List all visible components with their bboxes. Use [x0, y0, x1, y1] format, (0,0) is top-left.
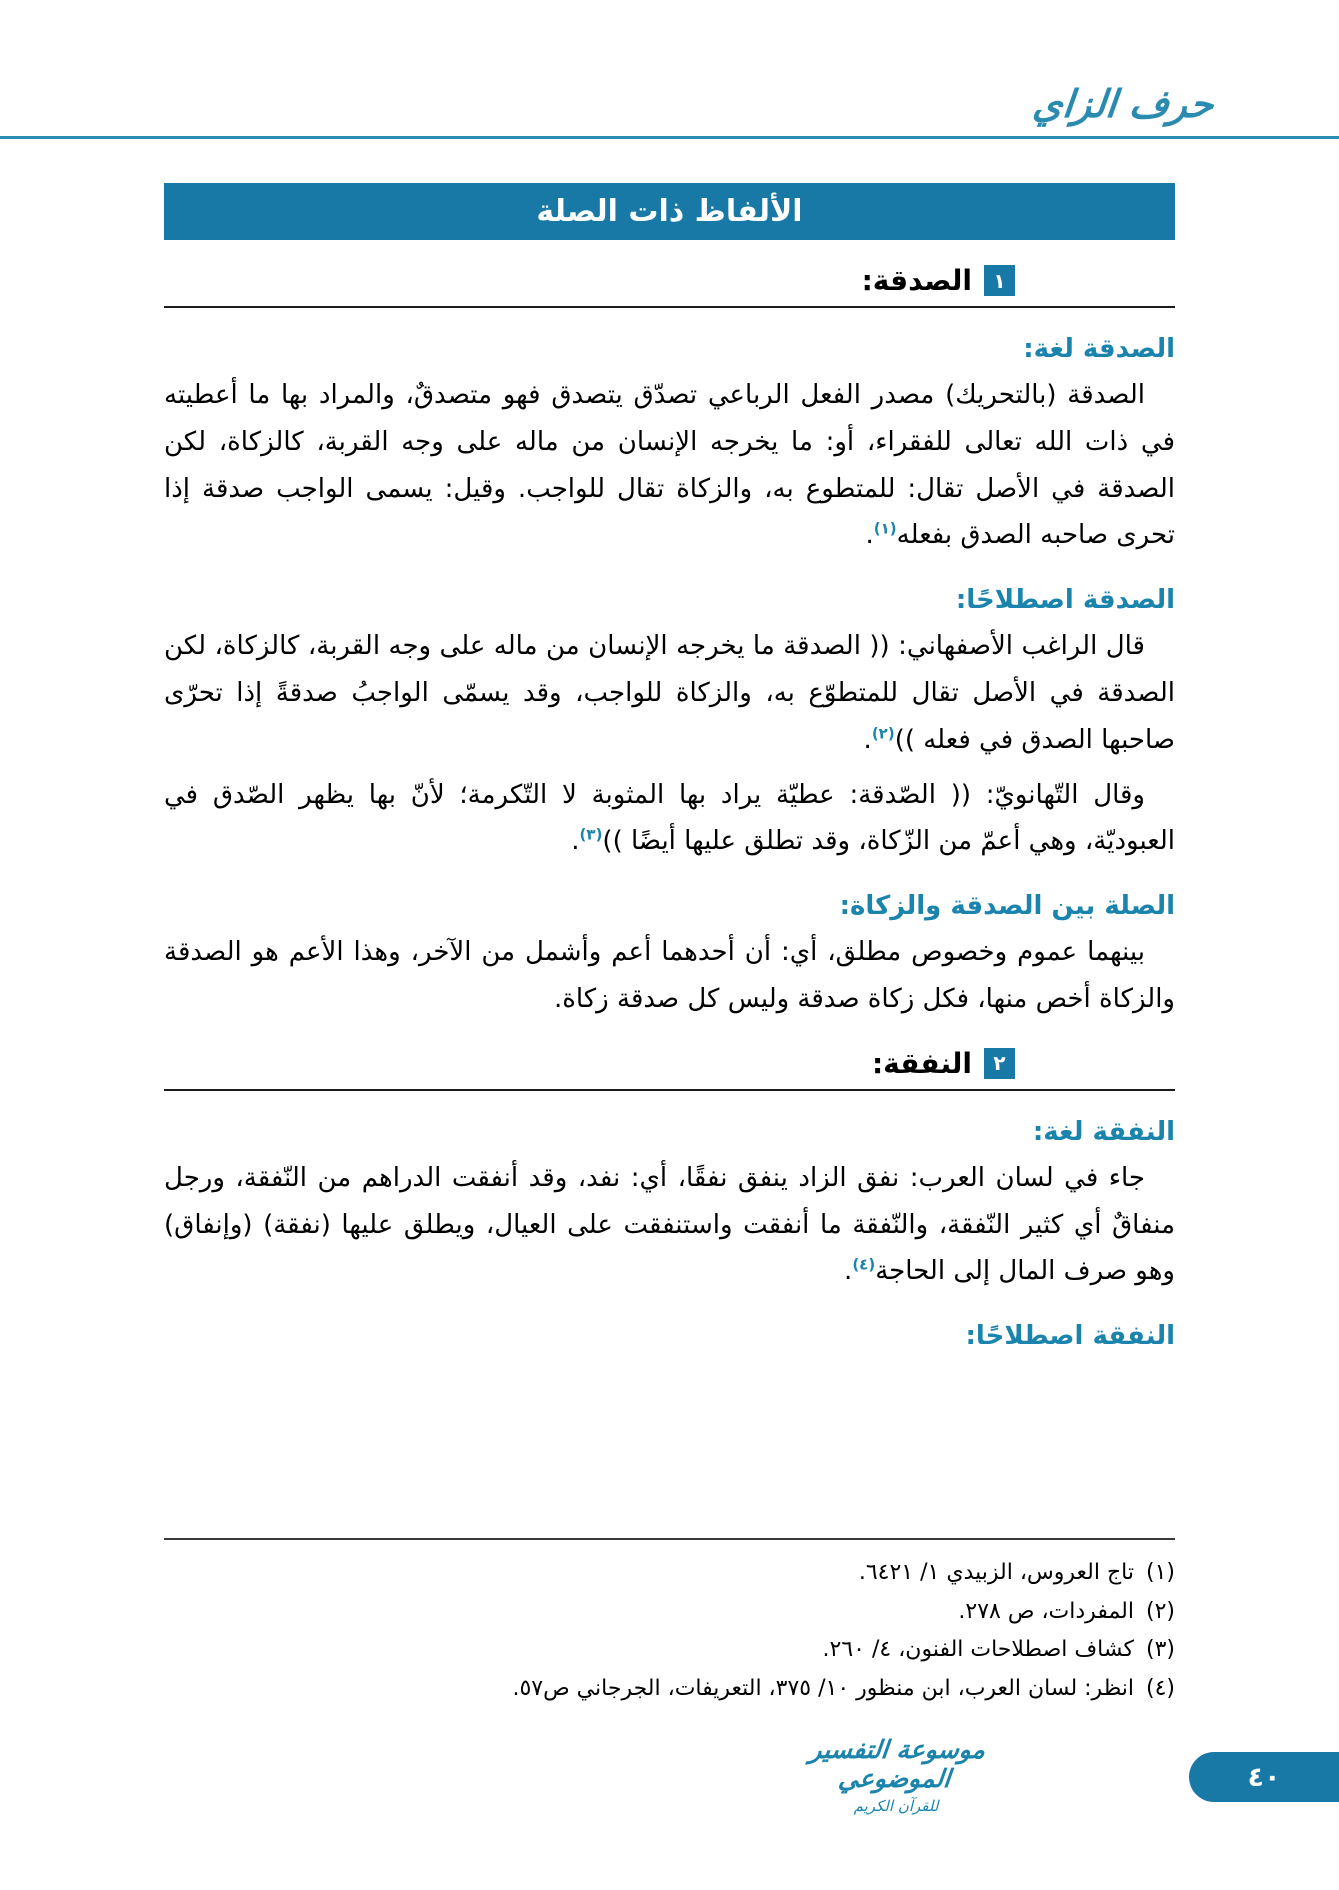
footnotes-block	[164, 1538, 1175, 1708]
subheading-sadaqa-istilah: الصدقة اصطلاحًا:	[955, 585, 1175, 616]
page-number: ٤٠	[1247, 1761, 1281, 1793]
paragraph-tail: .	[863, 724, 872, 755]
publisher-calligraphy-logo	[768, 1735, 1024, 1815]
footnote-ref-3: (٣)	[579, 825, 603, 844]
paragraph-tahanawi-quote	[164, 772, 1175, 866]
footnote-number: (٤)	[1145, 1675, 1175, 1701]
related-terms-banner: الألفاظ ذات الصلة	[164, 183, 1175, 240]
paragraph-text: وقال التّهانويّ: (( الصّدقة: عطيّة يراد بها المثوبة لا التّكرمة؛ لأنّ بها يظهر الصّدق في العبوديّة، وهي أعمّ من الزّكاة، وقد تطلق عليها أيضًا ))	[164, 779, 1175, 857]
footnote-separator	[164, 1538, 1175, 1540]
footnote-ref-1: (١)	[873, 519, 897, 538]
footnote-number: (٣)	[1145, 1637, 1175, 1662]
footnote-item	[164, 1593, 1175, 1632]
footnote-text: المفردات، ص ٢٧٨.	[958, 1598, 1134, 1624]
paragraph-text: الصدقة (بالتحريك) مصدر الفعل الرباعي تصدّق يتصدق فهو متصدقٌ، والمراد بها ما أعطيته في ذات الله تعالى للفقراء، أو: ما يخرجه الإنسان من ماله على وجه القربة، كالزكاة، لكن الصدقة في الأصل تقال: للمتطوع به، والزكاة تقال للواجب. وقيل: يسمى الواجب صدقة إذا تحرى صاحبه الصدق بفعله	[164, 380, 1175, 551]
paragraph-tail: .	[865, 520, 874, 551]
section-divider	[164, 306, 1175, 308]
paragraph-sadaqa-lugha	[164, 372, 1175, 559]
subheading-nafaqa-lugha: النفقة لغة:	[1032, 1116, 1175, 1147]
subheading-nafaqa-istilah: النفقة اصطلاحًا:	[965, 1321, 1175, 1352]
chapter-title-calligraphy: حرف الزاي	[1030, 82, 1216, 126]
content-area	[0, 183, 1339, 1351]
paragraph-text: بينهما عموم وخصوص مطلق، أي: أن أحدهما أعم وأشمل من الآخر، وهذا الأعم هو الصدقة والزكاة أخص منها، فكل زكاة صدقة وليس كل صدقة زكاة.	[164, 937, 1175, 1014]
logo-subtitle-line: للقرآن الكريم	[853, 1797, 939, 1815]
page-number-badge	[1189, 1752, 1339, 1802]
paragraph-nafaqa-lugha	[164, 1155, 1175, 1295]
footnote-number: (١)	[1145, 1560, 1175, 1585]
section-heading-nafaqa	[164, 1047, 1015, 1080]
page-header	[0, 0, 1339, 126]
paragraph-tail: .	[844, 1256, 853, 1287]
section-heading-sadaqa	[164, 264, 1015, 297]
paragraph-text: قال الراغب الأصفهاني: (( الصدقة ما يخرجه الإنسان من ماله على وجه القربة، كالزكاة، لكن الصدقة في الأصل تقال للمتطوّع به، والزكاة للواجب، وقد يسمّى الواجبُ صدقةً إذا تحرّى صاحبها الصدق في فعله ))	[164, 631, 1175, 755]
footnote-item	[164, 1554, 1175, 1593]
footnote-item	[164, 1670, 1175, 1709]
header-divider	[0, 136, 1339, 139]
subheading-sila-sadaqa-zakat: الصلة بين الصدقة والزكاة:	[839, 891, 1175, 922]
paragraph-tail: .	[571, 826, 580, 857]
footnote-ref-2: (٢)	[871, 724, 895, 743]
footnote-text: تاج العروس، الزبيدي ١/ ٦٤٢١.	[858, 1560, 1134, 1585]
footnote-ref-4: (٤)	[852, 1255, 876, 1274]
footnote-item	[164, 1631, 1175, 1670]
section-divider	[164, 1089, 1175, 1091]
footnote-number: (٢)	[1145, 1598, 1175, 1624]
footnote-text: انظر: لسان العرب، ابن منظور ١٠/ ٣٧٥، التعريفات، الجرجاني ص٥٧.	[512, 1675, 1134, 1701]
section-number-badge: ٢	[984, 1048, 1015, 1079]
footnote-text: كشاف اصطلاحات الفنون، ٤/ ٢٦٠.	[822, 1637, 1134, 1662]
paragraph-sila	[164, 929, 1175, 1023]
section-title: النفقة:	[871, 1046, 972, 1080]
section-title: الصدقة:	[861, 264, 972, 297]
paragraph-text: جاء في لسان العرب: نفق الزاد ينفق نفقًا، أي: نفد، وقد أنفقت الدراهم من النّفقة، ورجل منفاقٌ أي كثير النّفقة، والنّفقة ما أنفقت واستنفقت على العيال، ويطلق عليها (نفقة) (وإنفاق) وهو صرف المال إلى الحاجة	[164, 1162, 1175, 1287]
subheading-sadaqa-lugha: الصدقة لغة:	[1023, 334, 1175, 364]
section-number-badge: ١	[984, 265, 1015, 296]
paragraph-raghib-quote	[164, 623, 1175, 763]
logo-title-line: موسوعة التفسير الموضوعي	[808, 1735, 987, 1793]
